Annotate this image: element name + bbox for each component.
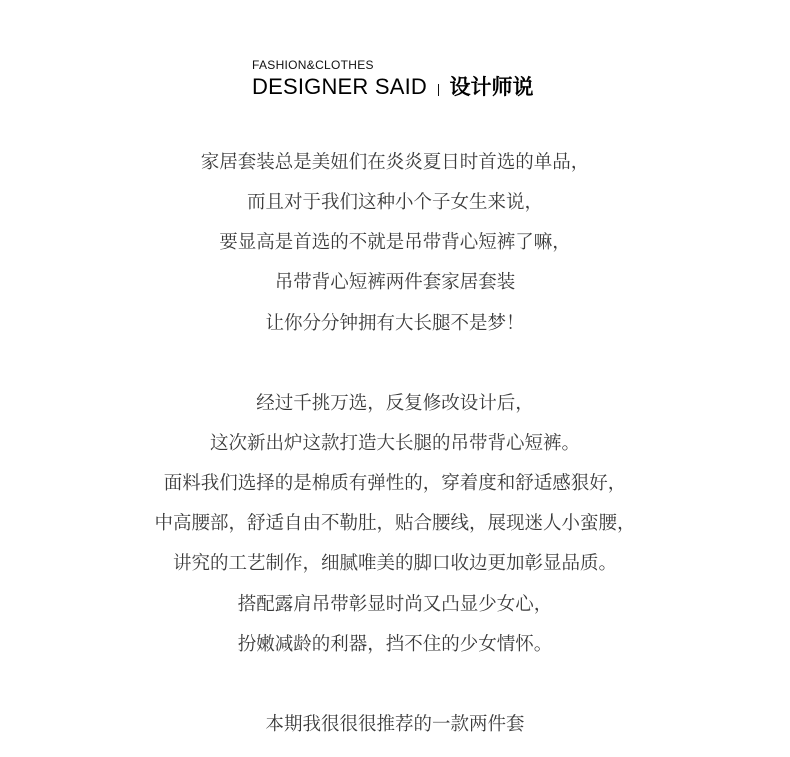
paragraph-spacer bbox=[0, 344, 790, 384]
text-line: 本期我很很很推荐的一款两件套 bbox=[265, 713, 525, 735]
text-line: 而且对于我们这种小个子女生来说， bbox=[246, 192, 543, 214]
text-line: 让你分分钟拥有大长腿不是梦！ bbox=[265, 312, 525, 334]
text-line: 这次新出炉这款打造大长腿的吊带背心短裤。 bbox=[209, 432, 580, 454]
text-line: 扮嫩减龄的利器，挡不住的少女情怀。 bbox=[237, 633, 553, 655]
header-subtitle: FASHION&CLOTHES bbox=[252, 58, 374, 72]
paragraph-intro bbox=[0, 143, 790, 344]
paragraph-recommendation bbox=[0, 705, 790, 745]
text-line: 吊带背心短裤两件套家居套装 bbox=[274, 272, 516, 294]
text-line: 要显高是首选的不就是吊带背心短裤了嘛， bbox=[219, 232, 571, 254]
header-title-row bbox=[252, 74, 533, 100]
text-line: 中高腰部，舒适自由不勒肚，贴合腰线，展现迷人小蛮腰， bbox=[154, 513, 636, 535]
text-line: 经过千挑万选，反复修改设计后， bbox=[256, 392, 534, 414]
paragraph-spacer bbox=[0, 665, 790, 705]
text-line: 搭配露肩吊带彰显时尚又凸显少女心， bbox=[237, 593, 553, 615]
text-line: 讲究的工艺制作，细腻唯美的脚口收边更加彰显品质。 bbox=[172, 553, 617, 575]
header-title-chinese: 设计师说 bbox=[449, 75, 534, 99]
text-line: 面料我们选择的是棉质有弹性的，穿着度和舒适感狠好， bbox=[163, 473, 627, 495]
description-text bbox=[0, 143, 790, 745]
paragraph-design bbox=[0, 384, 790, 665]
text-line: 家居套装总是美妞们在炎炎夏日时首选的单品， bbox=[200, 152, 590, 173]
designer-said-header bbox=[252, 58, 533, 100]
header-title-english: DESIGNER SAID bbox=[252, 74, 427, 99]
header-divider bbox=[438, 84, 440, 96]
